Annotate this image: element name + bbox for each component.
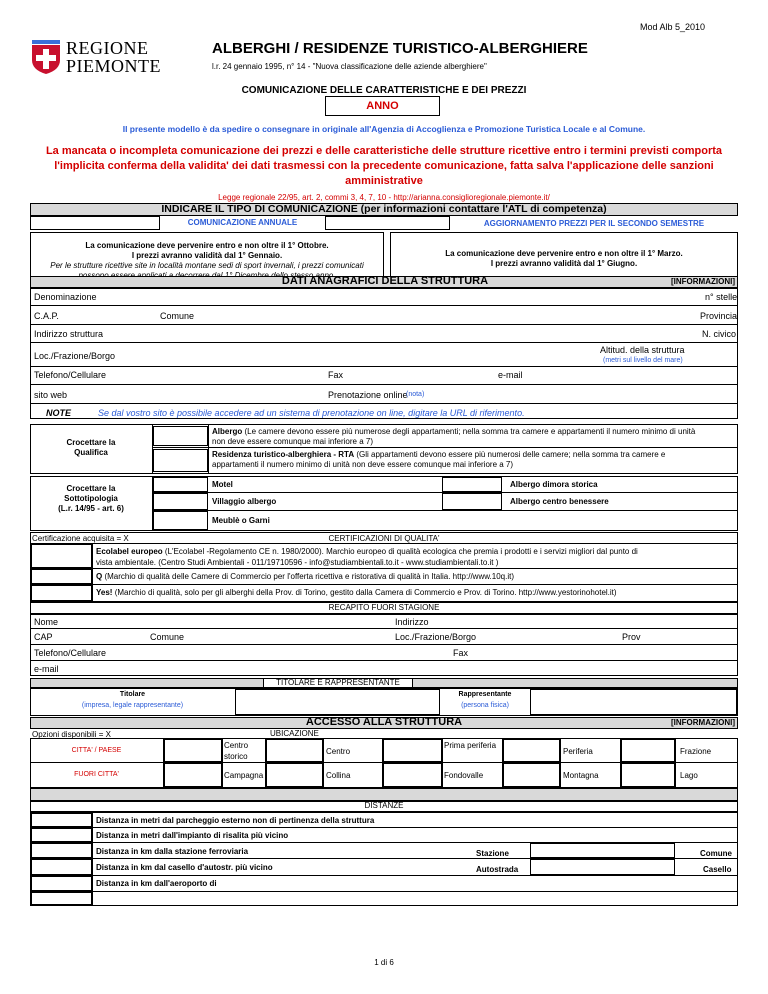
parcheggio-input[interactable] bbox=[31, 813, 92, 827]
centro-storico-label: Centro storico bbox=[224, 741, 249, 761]
stelle-label: n° stelle bbox=[705, 292, 738, 302]
benessere-label: Albergo centro benessere bbox=[510, 497, 609, 506]
centro-label: Centro bbox=[326, 747, 351, 756]
ferroviaria-label: Distanza in km dalla stazione ferroviaria bbox=[96, 847, 249, 856]
recapito-cap-label: CAP bbox=[34, 632, 53, 642]
semestre-label: AGGIORNAMENTO PREZZI PER IL SECONDO SEMESTRE bbox=[483, 219, 705, 228]
citta-paese-label: CITTA' / PAESE bbox=[71, 747, 122, 754]
ecolabel-text: Ecolabel europeo (L'Ecolabel -Regolamento CE n. 1980/2000). Marchio europeo di qualità ecologica che premia i prodotti e i servizi migliori dal punto di vista ambientale. (Centro Studi Ambientali - 011/19710596 - info@studiambientali.to.it - www.studiambientali.to.it ) bbox=[96, 547, 638, 567]
semestre-deadline: La comunicazione deve pervenire entro e non oltre il 1° Marzo. bbox=[445, 249, 683, 258]
note-text: Se dal vostro sito è possibile accedere ad un sistema di prenotazione on line, digitare la URL di riferimento. bbox=[98, 408, 525, 418]
civico-label: N. civico bbox=[702, 329, 737, 339]
form-subtitle: COMUNICAZIONE DELLE CARATTERISTICHE E DEI PREZZI bbox=[241, 85, 527, 96]
lago-label: Lago bbox=[680, 771, 698, 780]
albergo-checkbox[interactable] bbox=[153, 426, 208, 446]
fax-label: Fax bbox=[328, 370, 344, 380]
sito-label: sito web bbox=[34, 390, 68, 400]
titolare-sub-label: (impresa, legale rappresentante) bbox=[81, 702, 184, 709]
fondovalle-checkbox[interactable] bbox=[383, 763, 442, 787]
ferroviaria-input[interactable] bbox=[31, 843, 92, 858]
stazione-comune-label: Comune bbox=[700, 849, 732, 858]
stazione-label: Stazione bbox=[476, 849, 509, 858]
recapito-email-label: e-mail bbox=[34, 664, 59, 674]
meuble-label: Meublè o Garni bbox=[212, 516, 270, 525]
dimora-label: Albergo dimora storica bbox=[510, 480, 598, 489]
provincia-label: Provincia bbox=[700, 311, 738, 321]
annuale-mountain-note: Per le strutture ricettive site in località montane sedi di sport invernali, i prezzi comunicati bbox=[50, 261, 364, 270]
recapito-fax-label: Fax bbox=[453, 648, 469, 658]
logo-line-2: PIEMONTE bbox=[66, 56, 161, 76]
lago-checkbox[interactable] bbox=[621, 763, 675, 787]
qualifica-label-1: Crocettare la bbox=[66, 438, 116, 447]
telefono-label: Telefono/Cellulare bbox=[34, 370, 107, 380]
ubicazione-label: UBICAZIONE bbox=[270, 729, 319, 738]
rta-checkbox[interactable] bbox=[153, 449, 208, 472]
q-checkbox[interactable] bbox=[31, 569, 92, 584]
aeroporto-input[interactable] bbox=[31, 876, 92, 891]
casello-label: Casello bbox=[703, 865, 732, 874]
certificazioni-title: CERTIFICAZIONI DI QUALITA' bbox=[328, 534, 440, 543]
opzioni-label: Opzioni disponibili = X bbox=[32, 730, 111, 739]
accesso-title: ACCESSO ALLA STRUTTURA bbox=[305, 716, 463, 728]
stazione-input[interactable] bbox=[530, 843, 675, 858]
titolare-title: TITOLARE E RAPPRESENTANTE bbox=[276, 678, 400, 687]
montagna-label: Montagna bbox=[563, 771, 599, 780]
montagna-checkbox[interactable] bbox=[503, 763, 560, 787]
legge-reference: Legge regionale 22/95, art. 2, commi 3, 4, 7, 10 - http://arianna.consiglioregionale.piemonte.it/ bbox=[218, 193, 550, 202]
yes-text: Yes! (Marchio di qualità, solo per gli alberghi della Prov. di Torino, gestito dalla Camera di Commercio e Prov. di Torino. http://www.yestorinohotel.it) bbox=[96, 588, 617, 597]
rappresentante-label: Rappresentante bbox=[458, 691, 512, 698]
campagna-checkbox[interactable] bbox=[164, 763, 222, 787]
annuale-checkbox[interactable] bbox=[30, 216, 160, 230]
periferia-label: Periferia bbox=[563, 747, 593, 756]
autostrada-label: Autostrada bbox=[476, 865, 519, 874]
recapito-nome-label: Nome bbox=[34, 617, 59, 627]
anagrafica-title: DATI ANAGRAFICI DELLA STRUTTURA bbox=[281, 275, 489, 287]
logo-line-1: REGIONE bbox=[66, 38, 149, 58]
recapito-telefono-label: Telefono/Cellulare bbox=[34, 648, 107, 658]
fondovalle-label: Fondovalle bbox=[444, 771, 484, 780]
recapito-indirizzo-label: Indirizzo bbox=[395, 617, 429, 627]
sottotipologia-label-1: Crocettare la bbox=[66, 484, 116, 493]
frazione-label: Frazione bbox=[680, 747, 712, 756]
altitudine-label: Altitud. della struttura bbox=[600, 345, 685, 355]
autostrada-dist-input[interactable] bbox=[31, 859, 92, 875]
motel-checkbox[interactable] bbox=[153, 477, 208, 492]
tipo-comunicazione-bar bbox=[30, 203, 738, 216]
annuale-deadline: La comunicazione deve pervenire entro e non oltre il 1° Ottobre. bbox=[85, 241, 329, 250]
semestre-checkbox[interactable] bbox=[325, 216, 450, 230]
centro-checkbox[interactable] bbox=[266, 739, 323, 762]
anno-label: ANNO bbox=[366, 100, 399, 112]
campagna-label: Campagna bbox=[224, 771, 264, 780]
regione-logo bbox=[32, 38, 162, 78]
qualifica-label-2: Qualifica bbox=[74, 448, 108, 457]
warning-text: La mancata o incompleta comunicazione dei prezzi e delle caratteristiche delle strutture ricettive entro i termini previsti comporta l'implicita conferma della validita' dei dati trasmessi con la precedente comunicazione, fatta salva l'applicazione delle sanzioni amministrative bbox=[45, 145, 723, 187]
periferia-checkbox[interactable] bbox=[503, 739, 560, 762]
page-number: 1 di 6 bbox=[374, 958, 394, 967]
prenotazione-nota-link[interactable]: (nota) bbox=[406, 391, 425, 398]
villaggio-label: Villaggio albergo bbox=[212, 497, 277, 506]
rappresentante-input[interactable] bbox=[530, 689, 737, 715]
form-code: Mod Alb 5_2010 bbox=[640, 22, 706, 32]
accesso-info-link[interactable]: [INFORMAZIONI] bbox=[671, 718, 735, 727]
centro-storico-checkbox[interactable] bbox=[164, 739, 222, 762]
recapito-localita-label: Loc./Frazione/Borgo bbox=[395, 632, 477, 642]
cap-label: C.A.P. bbox=[34, 311, 59, 321]
yes-checkbox[interactable] bbox=[31, 585, 92, 601]
accesso-bar bbox=[30, 717, 738, 729]
dimora-checkbox[interactable] bbox=[442, 477, 502, 492]
recapito-comune-label: Comune bbox=[150, 632, 185, 642]
fuori-citta-label: FUORI CITTA' bbox=[74, 771, 119, 778]
annuale-label: COMUNICAZIONE ANNUALE bbox=[187, 218, 298, 227]
rta-text: Residenza turistico-alberghiera - RTA (Gli appartamenti devono essere più numerosi delle camere; nella somma tra camere e appartamenti il numero minimo di unità non deve essere comunque mai inferiore a 7) bbox=[212, 450, 666, 469]
recapito-title: RECAPITO FUORI STAGIONE bbox=[328, 603, 440, 612]
comune-label: Comune bbox=[160, 311, 195, 321]
q-text: Q (Marchio di qualità delle Camere di Commercio per l'offerta ricettiva e ristorativa di qualità in Italia. http://www.10q.it) bbox=[96, 572, 515, 581]
aeroporto-extra-input[interactable] bbox=[31, 892, 92, 905]
sottotipologia-label-3: (L.r. 14/95 - art. 6) bbox=[58, 504, 124, 513]
altitudine-note: (metri sul livello del mare) bbox=[603, 357, 683, 364]
titolare-label: Titolare bbox=[119, 691, 146, 698]
prima-periferia-label: Prima periferia bbox=[444, 741, 497, 750]
annuale-validity: I prezzi avranno validità dal 1° Gennaio. bbox=[131, 251, 283, 260]
email-label: e-mail bbox=[498, 370, 523, 380]
anagrafica-info-link[interactable]: [INFORMAZIONI] bbox=[671, 277, 735, 286]
autostrada-input[interactable] bbox=[530, 859, 675, 875]
meuble-checkbox[interactable] bbox=[153, 511, 208, 530]
denominazione-label: Denominazione bbox=[34, 292, 97, 302]
parcheggio-label: Distanza in metri dal parcheggio esterno non di pertinenza della struttura bbox=[96, 816, 375, 825]
titolare-title-box bbox=[263, 678, 413, 688]
recapito-table bbox=[30, 614, 738, 676]
recapito-prov-label: Prov bbox=[622, 632, 641, 642]
note-label: NOTE bbox=[46, 408, 72, 418]
localita-label: Loc./Frazione/Borgo bbox=[34, 351, 116, 361]
submit-notice: Il presente modello è da spedire o consegnare in originale all'Agenzia di Accoglienza e Promozione Turistica Locale e al Comune. bbox=[122, 124, 646, 134]
risalita-input[interactable] bbox=[31, 828, 92, 842]
motel-label: Motel bbox=[212, 480, 233, 489]
semestre-validity: I prezzi avranno validità dal 1° Giugno. bbox=[490, 259, 638, 268]
anno-field[interactable] bbox=[325, 96, 440, 116]
distanze-title: DISTANZE bbox=[364, 801, 404, 810]
recapito-bar bbox=[30, 602, 738, 614]
collina-label: Collina bbox=[326, 771, 351, 780]
villaggio-checkbox[interactable] bbox=[153, 493, 208, 510]
frazione-checkbox[interactable] bbox=[621, 739, 675, 762]
law-reference: l.r. 24 gennaio 1995, n° 14 - "Nuova classificazione delle aziende alberghiere" bbox=[212, 62, 487, 71]
anagrafica-bar bbox=[30, 276, 738, 288]
aeroporto-label: Distanza in km dall'aeroporto di bbox=[96, 879, 217, 888]
ecolabel-checkbox[interactable] bbox=[31, 544, 92, 568]
prenotazione-label: Prenotazione online bbox=[328, 390, 408, 400]
indirizzo-label: Indirizzo struttura bbox=[34, 329, 104, 339]
albergo-text: Albergo (Le camere devono essere più numerose degli appartamenti; nella somma tra camere e appartamenti il numero minimo di unità non deve essere comunque mai inferiore a 7) bbox=[212, 427, 696, 446]
piemonte-crest-icon bbox=[32, 40, 60, 74]
sottotipologia-label-2: Sottotipologia bbox=[64, 494, 118, 503]
denominazione-input[interactable] bbox=[34, 310, 614, 324]
benessere-checkbox[interactable] bbox=[442, 493, 502, 510]
risalita-label: Distanza in metri dall'impianto di risalita più vicino bbox=[96, 831, 289, 840]
prima-periferia-checkbox[interactable] bbox=[383, 739, 442, 762]
collina-checkbox[interactable] bbox=[266, 763, 323, 787]
distanze-bar bbox=[30, 800, 738, 812]
autostrada-dist-label: Distanza in km dal casello d'autostr. più vicino bbox=[96, 863, 273, 872]
rappresentante-sub-label: (persona fisica) bbox=[461, 702, 509, 709]
form-title: ALBERGHI / RESIDENZE TURISTICO-ALBERGHIERE bbox=[212, 40, 588, 57]
tipo-comunicazione-title: INDICARE IL TIPO DI COMUNICAZIONE (per informazioni contattare l'ATL di competenza) bbox=[161, 203, 607, 215]
titolare-input[interactable] bbox=[235, 689, 440, 715]
certificazione-acquisita-label: Certificazione acquisita = X bbox=[32, 534, 129, 543]
